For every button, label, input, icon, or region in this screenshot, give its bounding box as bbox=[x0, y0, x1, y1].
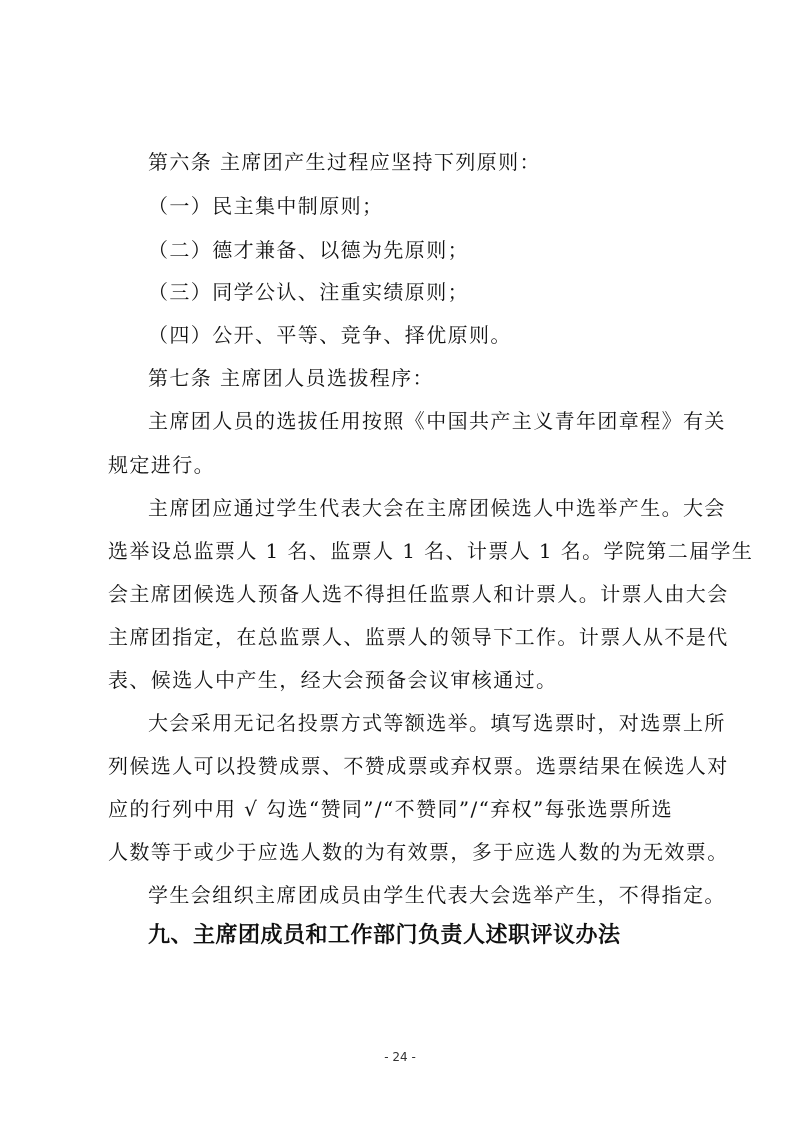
paragraph-2-line-4: 主席团指定，在总监票人、监票人的领导下工作。计票人从不是代 bbox=[108, 625, 729, 649]
article-6-title: 第六条 主席团产生过程应坚持下列原则： bbox=[148, 150, 541, 174]
principle-item-2: （二）德才兼备、以德为先原则； bbox=[148, 238, 469, 262]
paragraph-2-line-3: 会主席团候选人预备人选不得担任监票人和计票人。计票人由大会 bbox=[108, 582, 729, 606]
paragraph-2-line-5: 表、候选人中产生，经大会预备会议审核通过。 bbox=[108, 668, 558, 692]
principle-item-4: （四）公开、平等、竞争、择优原则。 bbox=[148, 323, 512, 347]
paragraph-4-line-1: 学生会组织主席团成员由学生代表大会选举产生，不得指定。 bbox=[148, 883, 726, 907]
paragraph-1-line-2: 规定进行。 bbox=[108, 453, 215, 477]
article-7-title: 第七条 主席团人员选拔程序： bbox=[148, 366, 434, 390]
principle-item-1: （一）民主集中制原则； bbox=[148, 194, 384, 218]
paragraph-3-line-1: 大会采用无记名投票方式等额选举。填写选票时，对选票上所 bbox=[148, 711, 726, 735]
paragraph-2-line-2: 选举设总监票人 1 名、监票人 1 名、计票人 1 名。学院第二届学生 bbox=[108, 539, 754, 563]
paragraph-3-line-3: 应的行列中用 √ 勾选“赞同”/“不赞同”/“弃权”每张选票所选 bbox=[108, 797, 674, 821]
section-9-heading: 九、主席团成员和工作部门负责人述职评议办法 bbox=[148, 923, 621, 948]
paragraph-3-line-4: 人数等于或少于应选人数的为有效票，多于应选人数的为无效票。 bbox=[108, 840, 729, 864]
paragraph-3-line-2: 列候选人可以投赞成票、不赞成票或弃权票。选票结果在候选人对 bbox=[108, 754, 729, 778]
principle-item-3: （三）同学公认、注重实绩原则； bbox=[148, 280, 469, 304]
page-number: - 24 - bbox=[384, 1050, 416, 1064]
paragraph-2-line-1: 主席团应通过学生代表大会在主席团候选人中选举产生。大会 bbox=[148, 496, 726, 520]
paragraph-1-line-1: 主席团人员的选拔任用按照《中国共产主义青年团章程》有关 bbox=[148, 409, 726, 433]
